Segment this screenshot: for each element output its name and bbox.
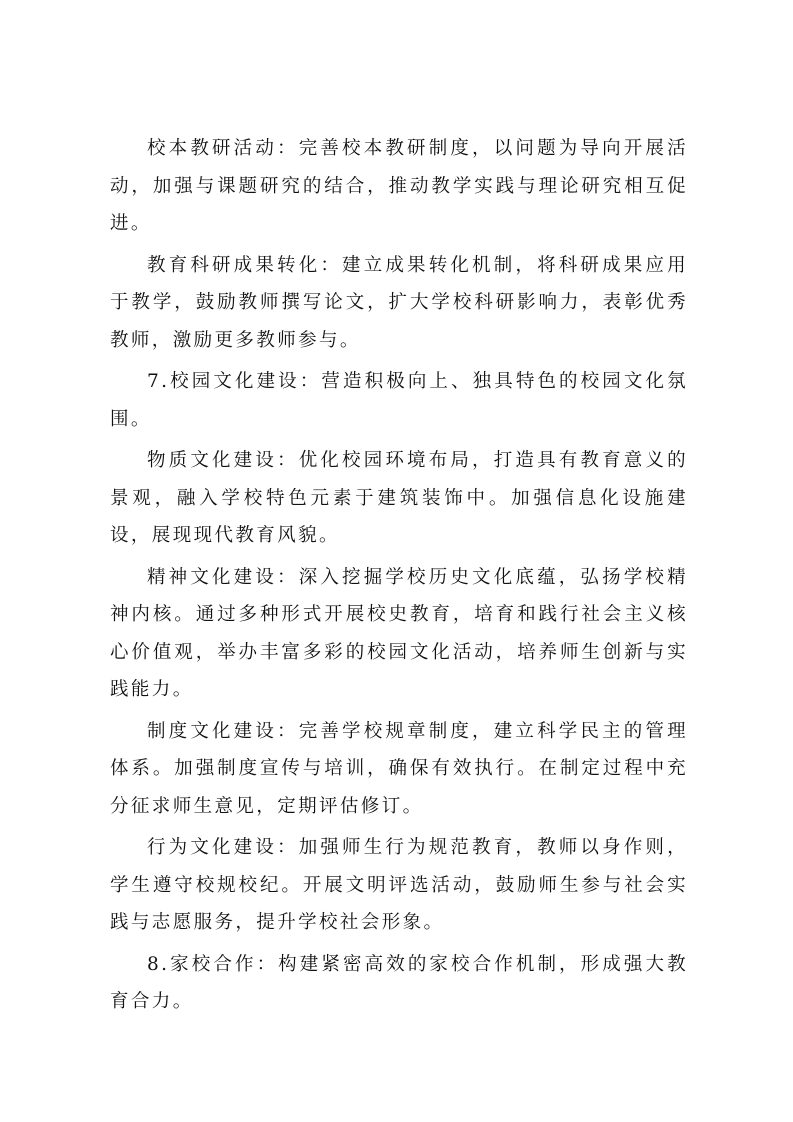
paragraph-material-culture: 物质文化建设：优化校园环境布局，打造具有教育意义的景观，融入学校特色元素于建筑装饰中。加强信息化设施建设，展现现代教育风貌。 xyxy=(110,450,688,546)
section-heading-home-school-cooperation: 8.家校合作：构建紧密高效的家校合作机制，形成强大教育合力。 xyxy=(110,953,688,1012)
paragraph-institutional-culture: 制度文化建设：完善学校规章制度，建立科学民主的管理体系。加强制度宣传与培训，确保有效执行。在制定过程中充分征求师生意见，定期评估修订。 xyxy=(110,720,688,817)
paragraph-school-teaching-research: 校本教研活动：完善校本教研制度，以问题为导向开展活动，加强与课题研究的结合，推动教学实践与理论研究相互促进。 xyxy=(110,138,688,234)
document-page xyxy=(110,130,688,1025)
paragraph-spiritual-culture: 精神文化建设：深入挖掘学校历史文化底蕴，弘扬学校精神内核。通过多种形式开展校史教育，培育和践行社会主义核心价值观，举办丰富多彩的校园文化活动，培养师生创新与实践能力。 xyxy=(110,566,688,700)
section-heading-campus-culture: 7.校园文化建设：营造积极向上、独具特色的校园文化氛围。 xyxy=(110,371,688,430)
paragraph-behavioral-culture: 行为文化建设：加强师生行为规范教育，教师以身作则，学生遵守校规校纪。开展文明评选活动，鼓励师生参与社会实践与志愿服务，提升学校社会形象。 xyxy=(110,837,688,933)
paragraph-research-achievement-transfer: 教育科研成果转化：建立成果转化机制，将科研成果应用于教学，鼓励教师撰写论文，扩大学校科研影响力，表彰优秀教师，激励更多教师参与。 xyxy=(110,254,688,351)
